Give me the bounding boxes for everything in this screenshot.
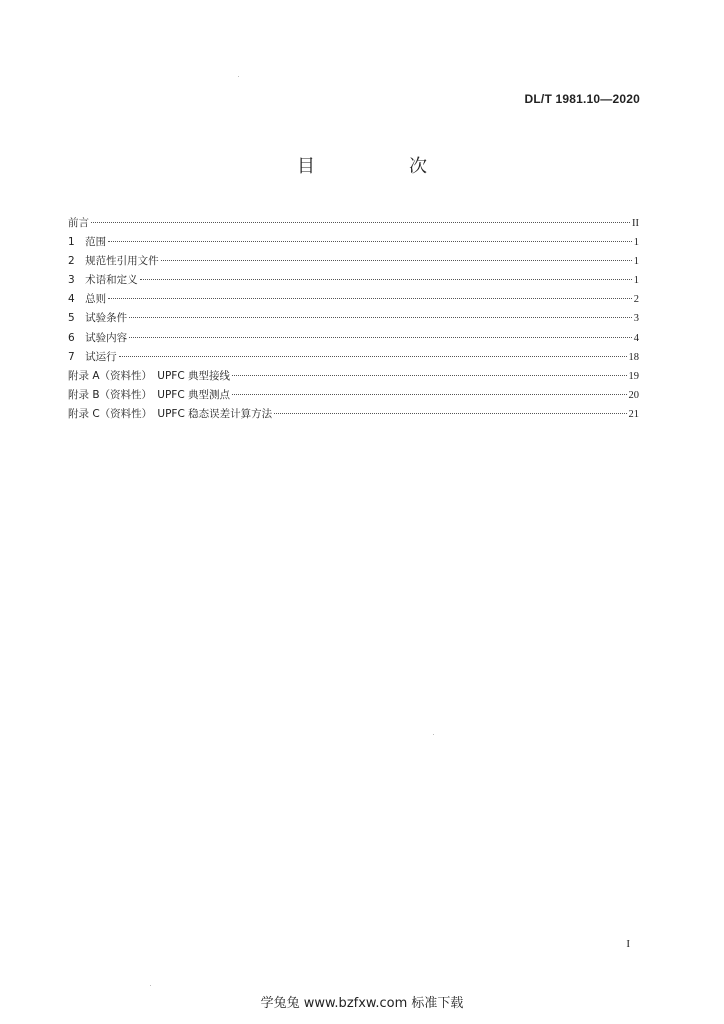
toc-entry-label: 1 范围: [68, 236, 107, 249]
document-code: DL/T 1981.10—2020: [524, 92, 640, 106]
page-number: I: [626, 938, 630, 950]
toc-entry-test-content[interactable]: [68, 330, 639, 349]
scan-speck: [433, 734, 434, 735]
toc-entry-label: 4 总则: [68, 293, 107, 306]
toc-entry-terms-definitions[interactable]: [68, 272, 639, 291]
toc-entry-page: 2: [633, 294, 639, 306]
toc-entry-page: 3: [633, 313, 639, 325]
toc-entry-label: 7 试运行: [68, 350, 117, 363]
toc-entry-label: 5 试验条件: [68, 312, 128, 325]
dot-leader: [274, 413, 626, 414]
toc-entry-page: 20: [628, 389, 639, 401]
dot-leader: [129, 317, 632, 318]
scan-speck: [150, 985, 151, 986]
toc-entry-normative-references[interactable]: [68, 253, 639, 272]
toc-entry-label: 3 术语和定义: [68, 274, 138, 287]
toc-entry-page: 19: [628, 370, 639, 382]
toc-entry-page: II: [632, 218, 639, 229]
footer-watermark: 学兔兔 www.bzfxw.com 标准下载: [260, 996, 464, 1011]
toc-entry-label: 2 规范性引用文件: [68, 255, 159, 268]
dot-leader: [119, 356, 627, 357]
toc-entry-label: 附录 A（资料性） UPFC 典型接线: [68, 369, 230, 382]
dot-leader: [108, 241, 632, 242]
toc-entry-page: 1: [633, 275, 639, 287]
toc-entry-foreword[interactable]: [68, 215, 639, 234]
toc-entry-page: 18: [628, 351, 639, 363]
toc-entry-trial-operation[interactable]: [68, 349, 639, 368]
toc-entry-page: 4: [633, 332, 639, 344]
dot-leader: [232, 375, 627, 376]
toc-entry-test-conditions[interactable]: [68, 310, 639, 329]
toc-entry-page: 21: [628, 408, 639, 420]
dot-leader: [161, 260, 632, 261]
toc-entry-appendix-b[interactable]: [68, 387, 639, 406]
toc-entry-label: 附录 B（资料性） UPFC 典型测点: [68, 388, 231, 401]
dot-leader: [232, 394, 626, 395]
dot-leader: [129, 337, 632, 338]
scan-speck: [238, 76, 239, 77]
toc-entry-label: 6 试验内容: [68, 331, 128, 344]
dot-leader: [108, 298, 632, 299]
toc-title: 目 次: [297, 156, 465, 177]
toc-entry-appendix-c[interactable]: [68, 406, 639, 425]
toc-entry-label: 附录 C（资料性） UPFC 稳态误差计算方法: [68, 407, 273, 420]
toc-entry-general[interactable]: [68, 291, 639, 310]
toc-entry-label: 前言: [68, 217, 89, 229]
toc-entry-page: 1: [633, 256, 639, 268]
toc-entry-page: 1: [633, 237, 639, 249]
table-of-contents: [68, 215, 639, 425]
dot-leader: [91, 222, 630, 223]
toc-entry-scope[interactable]: [68, 234, 639, 253]
toc-entry-appendix-a[interactable]: [68, 368, 639, 387]
dot-leader: [140, 279, 632, 280]
